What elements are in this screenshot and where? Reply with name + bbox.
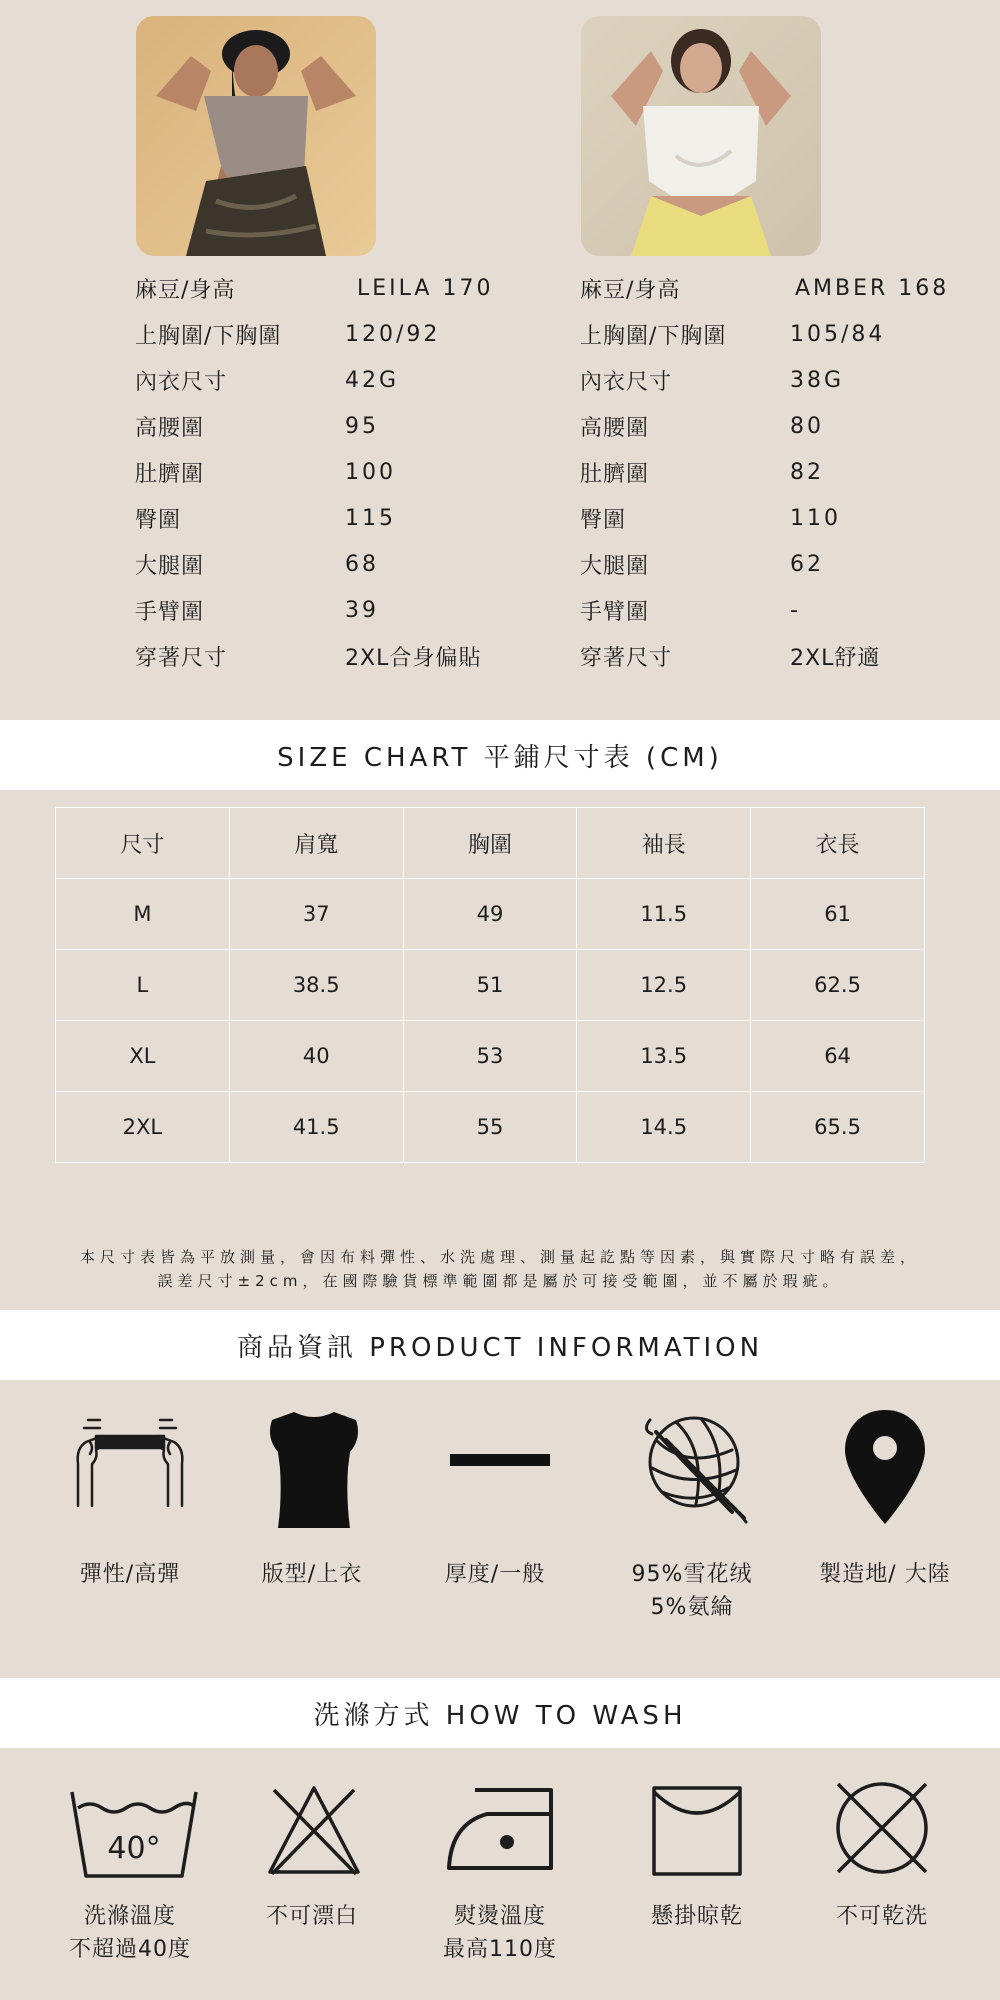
model-value: 120/92: [345, 321, 441, 347]
model-row: [135, 633, 575, 679]
model-row: [580, 357, 1000, 403]
model-label: 臀圍: [580, 507, 627, 533]
model-label: 高腰圍: [135, 415, 205, 441]
table-row: [56, 879, 925, 950]
model-row: [135, 403, 575, 449]
model-label: 麻豆/身高: [580, 277, 681, 303]
caption-line: 版型/上衣: [261, 1562, 363, 1587]
table-header-cell: 袖長: [577, 808, 751, 879]
product-info-caption: [212, 1558, 412, 1591]
model-photo-amber: [581, 16, 821, 256]
table-cell: 11.5: [577, 879, 751, 950]
model-value: 80: [790, 413, 824, 439]
table-header-cell: 衣長: [751, 808, 925, 879]
product-info-caption: [592, 1558, 792, 1624]
table-cell: 40: [229, 1021, 403, 1092]
model-label: 內衣尺寸: [135, 369, 228, 395]
wash-caption: [782, 1900, 982, 1933]
model-row: [580, 495, 1000, 541]
iron-icon: [445, 1784, 557, 1874]
caption-line: 製造地/ 大陸: [819, 1562, 951, 1587]
model-value: 82: [790, 459, 824, 485]
model-row: [135, 541, 575, 587]
wash-temp-label: 40°: [107, 1831, 161, 1866]
model-value: 115: [345, 505, 396, 531]
product-info-caption: [30, 1558, 230, 1591]
model-value: 105/84: [790, 321, 886, 347]
table-row: [56, 1021, 925, 1092]
model-value: 38G: [790, 367, 845, 393]
model-value: 62: [790, 551, 824, 577]
size-chart-title: SIZE CHART 平鋪尺寸表 (CM): [0, 720, 1000, 790]
wash-title: 洗滌方式 HOW TO WASH: [0, 1678, 1000, 1748]
stretch-hands-icon: [68, 1412, 192, 1512]
model-label: 大腿圍: [580, 553, 650, 579]
table-cell: L: [56, 950, 230, 1021]
caption-line: 不超過40度: [69, 1937, 191, 1962]
model-row: [580, 633, 1000, 679]
model-row: [580, 311, 1000, 357]
table-cell: 49: [403, 879, 577, 950]
model-value: LEILA 170: [357, 275, 494, 301]
model-row: [580, 449, 1000, 495]
table-cell: M: [56, 879, 230, 950]
table-cell: XL: [56, 1021, 230, 1092]
table-cell: 51: [403, 950, 577, 1021]
caption-line: 洗滌溫度: [83, 1904, 176, 1929]
table-cell: 13.5: [577, 1021, 751, 1092]
model-value: 95: [345, 413, 379, 439]
model-row: [580, 587, 1000, 633]
model-label: 手臂圍: [135, 599, 205, 625]
model-value: AMBER 168: [795, 275, 950, 301]
model-label: 穿著尺寸: [135, 645, 228, 671]
caption-line: 厚度/一般: [444, 1562, 546, 1587]
wash-caption: [597, 1900, 797, 1933]
table-cell: 65.5: [751, 1092, 925, 1163]
model-value: 2XL舒適: [790, 645, 881, 671]
thickness-line-icon: [450, 1454, 550, 1468]
model-row: [135, 265, 575, 311]
wash-caption: [212, 1900, 412, 1933]
no-bleach-icon: [264, 1782, 364, 1878]
model-value: -: [790, 597, 801, 623]
hang-dry-icon: [650, 1782, 744, 1878]
model-value: 110: [790, 505, 841, 531]
caption-line: 彈性/高彈: [79, 1562, 181, 1587]
model-table-amber: [580, 265, 1000, 679]
wash-caption: [400, 1900, 600, 1966]
model-label: 高腰圍: [580, 415, 650, 441]
wash-tub-40-icon: [68, 1786, 200, 1882]
table-cell: 53: [403, 1021, 577, 1092]
table-header-cell: 肩寬: [229, 808, 403, 879]
table-cell: 55: [403, 1092, 577, 1163]
model-row: [135, 587, 575, 633]
table-cell: 14.5: [577, 1092, 751, 1163]
size-note-line-2: 誤差尺寸±2cm，在國際驗貨標準範圍都是屬於可接受範圍，並不屬於瑕疵。: [157, 1272, 843, 1290]
model-row: [135, 357, 575, 403]
model-label: 麻豆/身高: [135, 277, 236, 303]
model-label: 大腿圍: [135, 553, 205, 579]
table-cell: 12.5: [577, 950, 751, 1021]
model-label: 肚臍圍: [135, 461, 205, 487]
table-cell: 64: [751, 1021, 925, 1092]
table-cell: 2XL: [56, 1092, 230, 1163]
location-pin-icon: [843, 1408, 927, 1526]
model-photo-leila: [136, 16, 376, 256]
product-info-caption: [395, 1558, 595, 1591]
caption-line: 5%氨綸: [650, 1595, 734, 1620]
table-cell: 61: [751, 879, 925, 950]
table-cell: 37: [229, 879, 403, 950]
model-row: [580, 403, 1000, 449]
model-label: 上胸圍/下胸圍: [135, 323, 282, 349]
model-label: 肚臍圍: [580, 461, 650, 487]
caption-line: 不可乾洗: [835, 1904, 928, 1929]
model-label: 上胸圍/下胸圍: [580, 323, 727, 349]
size-note-line-1: 本尺寸表皆為平放測量，會因布料彈性、水洗處理、測量起訖點等因素，與實際尺寸略有誤差，: [79, 1248, 920, 1266]
table-row: [56, 950, 925, 1021]
caption-line: 最高110度: [443, 1937, 557, 1962]
product-info-title: 商品資訊 PRODUCT INFORMATION: [0, 1310, 1000, 1380]
top-garment-icon: [264, 1408, 364, 1532]
table-header-cell: 胸圍: [403, 808, 577, 879]
wash-caption: [30, 1900, 230, 1966]
table-header-row: [56, 808, 925, 879]
caption-line: 95%雪花绒: [631, 1562, 753, 1587]
table-cell: 41.5: [229, 1092, 403, 1163]
caption-line: 不可漂白: [265, 1904, 358, 1929]
table-row: [56, 1092, 925, 1163]
product-info-caption: [785, 1558, 985, 1591]
model-value: 39: [345, 597, 379, 623]
size-chart-table: [55, 807, 925, 1163]
model-value: 2XL合身偏貼: [345, 645, 482, 671]
model-row: [580, 541, 1000, 587]
table-cell: 62.5: [751, 950, 925, 1021]
caption-line: 懸掛晾乾: [650, 1904, 743, 1929]
table-header-cell: 尺寸: [56, 808, 230, 879]
model-value: 100: [345, 459, 396, 485]
model-value: 68: [345, 551, 379, 577]
caption-line: 熨燙溫度: [453, 1904, 546, 1929]
table-cell: 38.5: [229, 950, 403, 1021]
model-label: 穿著尺寸: [580, 645, 673, 671]
model-value: 42G: [345, 367, 400, 393]
model-row: [135, 449, 575, 495]
model-row: [135, 495, 575, 541]
yarn-ball-icon: [636, 1410, 756, 1525]
model-label: 臀圍: [135, 507, 182, 533]
model-row: [135, 311, 575, 357]
model-row: [580, 265, 1000, 311]
model-label: 手臂圍: [580, 599, 650, 625]
model-table-leila: [135, 265, 575, 679]
no-dry-clean-icon: [832, 1778, 932, 1878]
model-label: 內衣尺寸: [580, 369, 673, 395]
